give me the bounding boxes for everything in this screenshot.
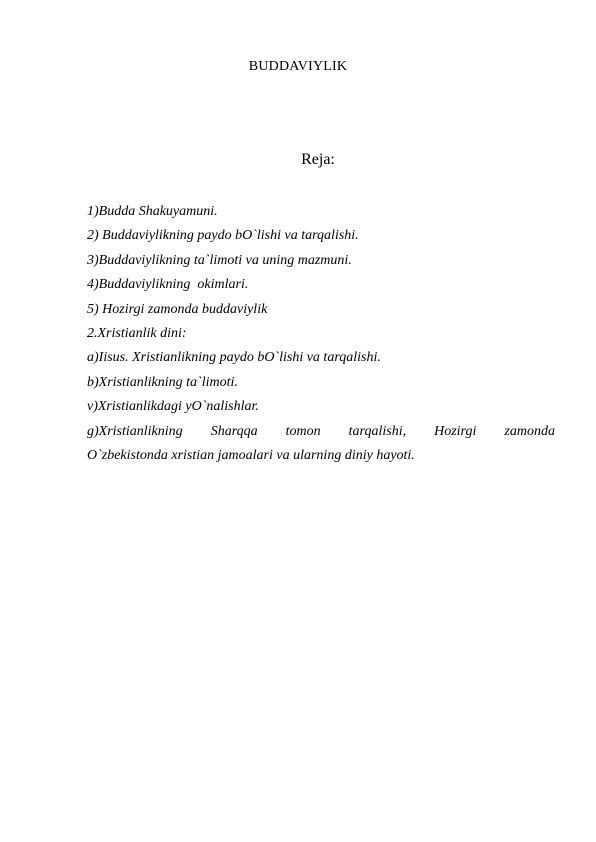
- plan-word: Hozirgi: [434, 423, 477, 439]
- plan-word: Sharqqa: [210, 423, 258, 439]
- plan-item: 2) Buddaviylikning paydo bO`lishi va tarqalishi.: [87, 228, 359, 244]
- plan-item: 5) Hozirgi zamonda buddaviylik: [87, 301, 268, 317]
- plan-word: tomon: [285, 423, 321, 439]
- plan-item: 2.Xristianlik dini:: [87, 325, 187, 341]
- plan-heading: Reja:: [301, 151, 335, 168]
- plan-item: v)Xristianlikdagi yO`nalishlar.: [87, 399, 259, 415]
- plan-item-continuation: O`zbekistonda xristian jamoalari va ularning diniy hayoti.: [87, 447, 415, 463]
- plan-list: [87, 200, 555, 468]
- plan-item-justified-line: [87, 420, 555, 444]
- plan-item: a)Iisus. Xristianlikning paydo bO`lishi va tarqalishi.: [87, 350, 381, 366]
- plan-item: b)Xristianlikning ta`limoti.: [87, 374, 238, 390]
- plan-item: 1)Budda Shakuyamuni.: [87, 204, 218, 219]
- plan-word: zamonda: [504, 423, 555, 439]
- document-title: BUDDAVIYLIK: [248, 59, 348, 74]
- plan-word: tarqalishi,: [348, 423, 407, 439]
- plan-word: g)Xristianlikning: [87, 423, 183, 439]
- plan-item: 3)Buddaviylikning ta`limoti va uning mazmuni.: [87, 252, 352, 268]
- plan-item: 4)Buddaviylikning okimlari.: [87, 277, 249, 293]
